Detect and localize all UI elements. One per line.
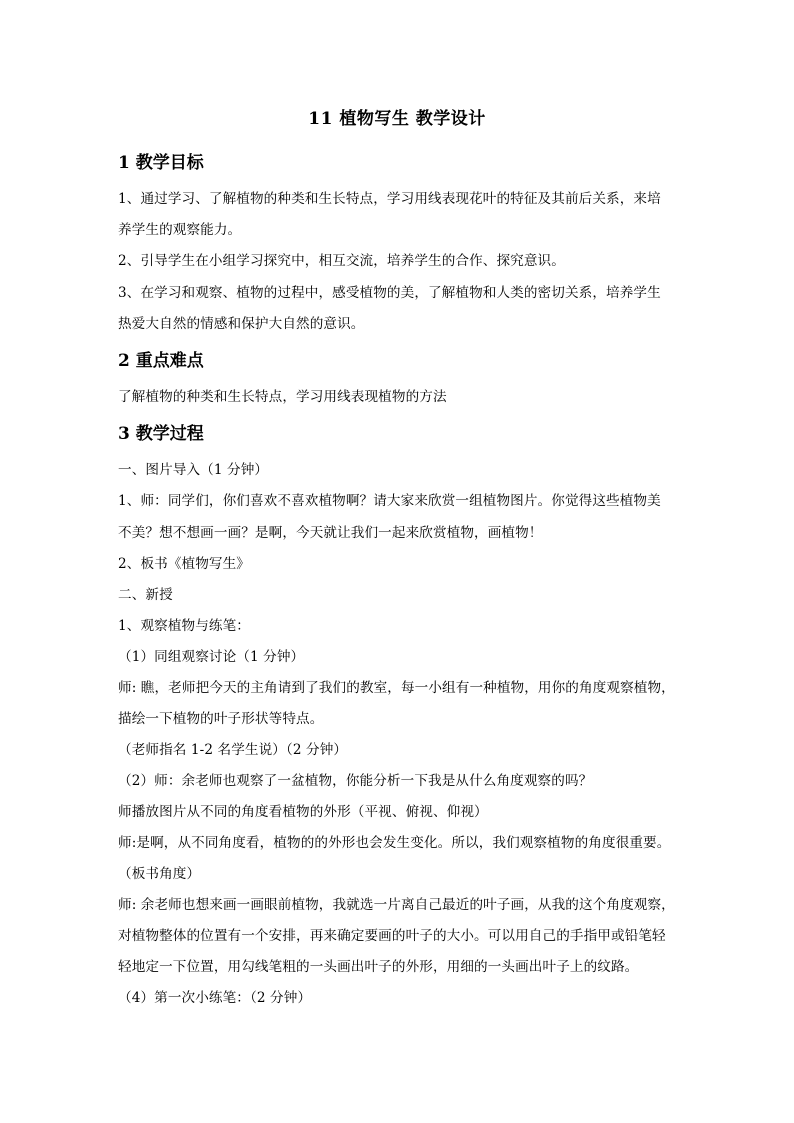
- paragraph-line: 二、新授: [118, 587, 173, 603]
- paragraph-line: 热爱大自然的情感和保护大自然的意识。: [118, 316, 365, 332]
- paragraph-line: （2）师：余老师也观察了一盆植物，你能分析一下我是从什么角度观察的吗？: [118, 773, 593, 789]
- paragraph-line: 1、通过学习、了解植物的种类和生长特点，学习用线表现花叶的特征及其前后关系，来培: [118, 191, 661, 207]
- paragraph-line: （老师指名 1-2 名学生说）（2 分钟）: [118, 742, 348, 758]
- paragraph-line: 不美？想不想画一画？是啊，今天就让我们一起来欣赏植物，画植物！: [118, 525, 543, 541]
- paragraph-line: 1、师：同学们，你们喜欢不喜欢植物啊？请大家来欣赏一组植物图片。你觉得这些植物美: [118, 493, 661, 509]
- paragraph-line: （1）同组观察讨论（1 分钟）: [118, 649, 305, 665]
- paragraph-line: 3、在学习和观察、植物的过程中，感受植物的美，了解植物和人类的密切关系，培养学生: [118, 285, 661, 301]
- paragraph-line: 2、板书《植物写生》: [118, 556, 250, 572]
- paragraph-line: 师:是啊，从不同角度看，植物的的外形也会发生变化。所以，我们观察植物的角度很重要。: [118, 835, 671, 851]
- paragraph-line: 描绘一下植物的叶子形状等特点。: [118, 711, 324, 727]
- paragraph-line: 1、观察植物与练笔：: [118, 618, 250, 634]
- paragraph-line: 养学生的观察能力。: [118, 222, 242, 238]
- paragraph-line: （4）第一次小练笔：（2 分钟）: [118, 990, 312, 1006]
- paragraph-line: （板书角度）: [118, 866, 201, 882]
- paragraph-line: 2、引导学生在小组学习探究中，相互交流，培养学生的合作、探究意识。: [118, 253, 565, 269]
- paragraph-line: 轻地定一下位置，用勾线笔粗的一头画出叶子的外形，用细的一头画出叶子上的纹路。: [118, 959, 639, 975]
- section-heading-teaching-goals: 1 教学目标: [118, 153, 204, 173]
- paragraph-line: 对植物整体的位置有一个安排，再来确定要画的叶子的大小。可以用自己的手指甲或铅笔轻: [118, 928, 666, 944]
- paragraph-line: 了解植物的种类和生长特点，学习用线表现植物的方法: [118, 389, 447, 405]
- section-heading-teaching-process: 3 教学过程: [118, 424, 204, 444]
- paragraph-line: 师播放图片从不同的角度看植物的外形（平视、俯视、仰视）: [118, 804, 488, 820]
- paragraph-line: 师: 余老师也想来画一画眼前植物，我就选一片离自己最近的叶子画，从我的这个角度观察，: [118, 897, 675, 913]
- section-heading-key-points: 2 重点难点: [118, 351, 204, 371]
- paragraph-line: 一、图片导入（1 分钟）: [118, 462, 269, 478]
- paragraph-line: 师: 瞧，老师把今天的主角请到了我们的教室，每一小组有一种植物，用你的角度观察植物，: [118, 680, 675, 696]
- document-title: 11 植物写生 教学设计: [308, 109, 486, 129]
